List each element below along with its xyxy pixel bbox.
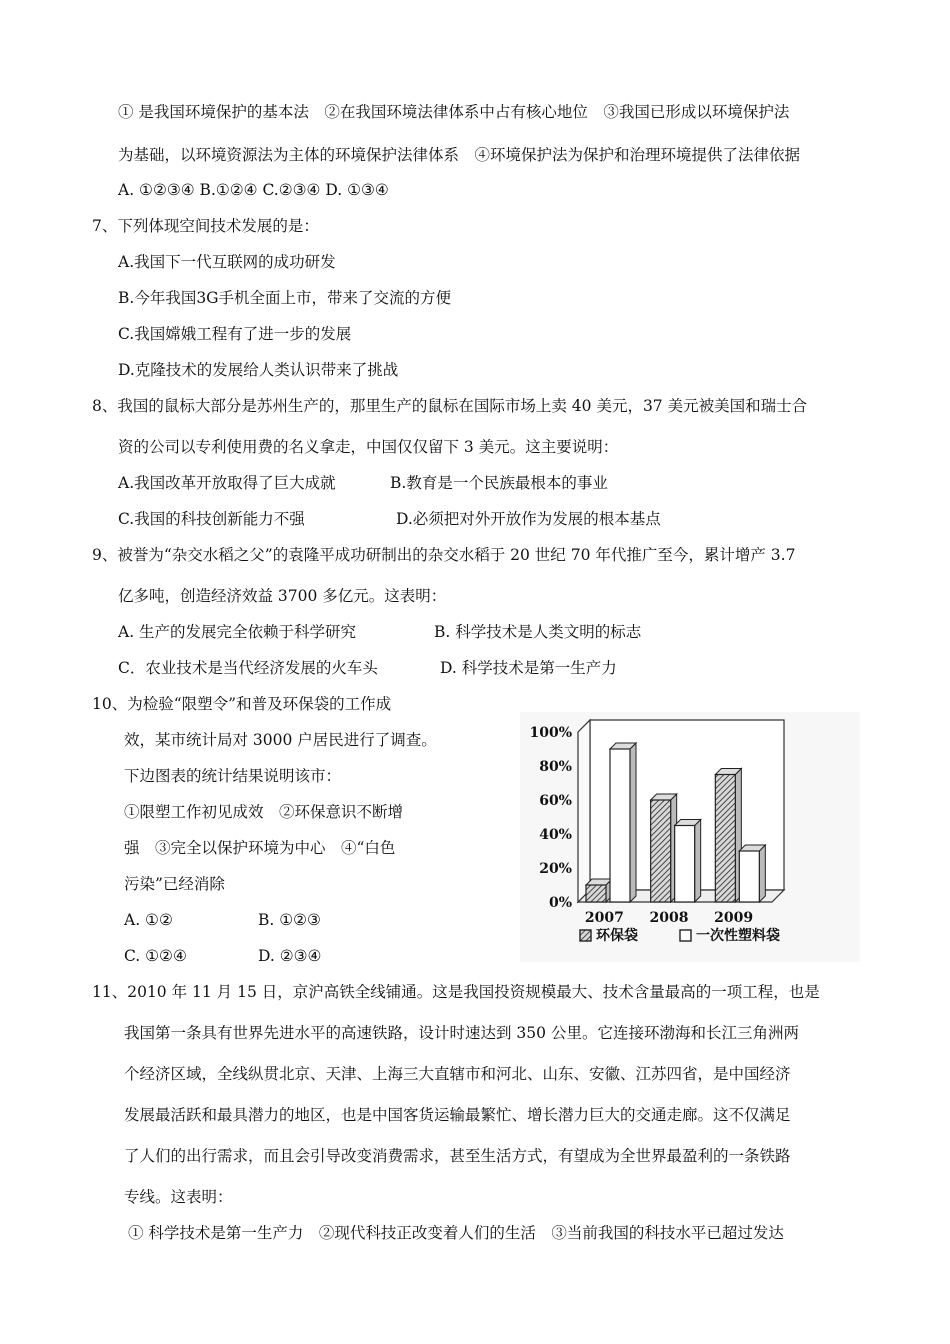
y-tick-label: 100%: [529, 725, 572, 741]
bar-side: [695, 820, 701, 903]
q6-statement-line-2: 为基础，以环境资源法为主体的环境保护法律体系 ④环境保护法为保护和治理环境提供了法律依据: [118, 146, 801, 164]
q10-option-a: A. ①②: [124, 911, 173, 929]
chart-side-wall: [578, 720, 590, 902]
x-tick-label: 2008: [649, 910, 689, 926]
x-tick-label: 2009: [714, 910, 754, 926]
bar-2008-series-0: [651, 800, 671, 902]
q11-line-2: 我国第一条具有世界先进水平的高速铁路，设计时速达到 350 公里。它连接环渤海和长江三角洲两: [124, 1024, 799, 1042]
q7-option-b: B.今年我国3G手机全面上市，带来了交流的方便: [118, 289, 452, 307]
chart-legend: [580, 927, 780, 944]
q10-stem-line-1: 10、为检验“限塑令”和普及环保袋的工作成: [92, 695, 392, 713]
y-tick-label: 60%: [539, 793, 572, 809]
q10-stem-line-2: 效，某市统计局对 3000 户居民进行了调查。: [124, 731, 437, 749]
q8-option-b: B.教育是一个民族最根本的事业: [390, 474, 608, 492]
bar-2007-series-0: [586, 885, 606, 902]
q11-line-5: 了人们的出行需求，而且会引导改变消费需求，甚至生活方式，有望成为全世界最盈利的一条铁路: [124, 1147, 791, 1165]
q8-option-c: C.我国的科技创新能力不强: [118, 510, 305, 528]
q8-option-a: A.我国改革开放取得了巨大成就: [118, 474, 336, 492]
q11-line-4: 发展最活跃和最具潜力的地区，也是中国客货运输最繁忙、增长潜力巨大的交通走廊。这不仅满足: [124, 1106, 791, 1124]
q7-stem: 7、下列体现空间技术发展的是：: [92, 217, 319, 235]
q11-line-3: 个经济区域，全线纵贯北京、天津、上海三大直辖市和河北、山东、安徽、江苏四省，是中国经济: [124, 1065, 791, 1083]
legend-label: 环保袋: [596, 928, 638, 944]
bar-side: [759, 845, 765, 902]
q10-option-d: D. ②③④: [258, 947, 322, 965]
q9-option-a: A. 生产的发展完全依赖于科学研究: [118, 623, 357, 641]
q10-stem-line-3: 下边图表的统计结果说明该市：: [124, 767, 342, 785]
bar-2009-series-1: [739, 851, 759, 902]
q10-items-line-3: 污染”已经消除: [124, 875, 225, 893]
q10-items-line-2: 强 ③完全以保护环境为中心 ④“白色: [124, 839, 396, 857]
q11-line-1: 11、2010 年 11 月 15 日，京沪高铁全线铺通。这是我国投资规模最大、技术含量最高的一项工程，也是: [92, 983, 820, 1001]
q10-items-line-1: ①限塑工作初见成效 ②环保意识不断增: [124, 803, 404, 821]
q9-stem-line-2: 亿多吨，创造经济效益 3700 多亿元。这表明：: [118, 587, 447, 605]
bar-2007-series-1: [610, 749, 630, 902]
q11-line-7: ① 科学技术是第一生产力 ②现代科技正改变着人们的生活 ③当前我国的科技水平已超过发达: [128, 1224, 784, 1242]
q10-bar-chart: [520, 712, 860, 962]
legend-label: 一次性塑料袋: [696, 928, 780, 944]
chart-x-ticks: [585, 910, 753, 926]
q6-options: A. ①②③④ B.①②④ C.②③④ D. ①③④: [118, 181, 389, 199]
q11-line-6: 专线。这表明：: [124, 1188, 233, 1206]
bar-side: [630, 743, 636, 902]
q8-option-d: D.必须把对外开放作为发展的根本基点: [396, 510, 661, 528]
q7-option-d: D.克隆技术的发展给人类认识带来了挑战: [118, 361, 399, 379]
y-tick-label: 80%: [539, 759, 572, 775]
y-tick-label: 0%: [548, 895, 572, 911]
q7-option-c: C.我国嫦娥工程有了进一步的发展: [118, 325, 352, 343]
q8-stem-line-1: 8、我国的鼠标大部分是苏州生产的，那里生产的鼠标在国际市场上卖 40 美元，37 美元被美国和瑞士合: [92, 397, 808, 415]
q9-option-b: B. 科学技术是人类文明的标志: [434, 623, 642, 641]
q6-statement-line-1: ① 是我国环境保护的基本法 ②在我国环境法律体系中占有核心地位 ③我国已形成以环境保护法: [118, 103, 790, 121]
q9-stem-line-1: 9、被誉为“杂交水稻之父”的袁隆平成功研制出的杂交水稻于 20 世纪 70 年代推广至今，累计增产 3.7: [92, 546, 796, 564]
legend-swatch: [680, 930, 691, 941]
bar-2009-series-0: [715, 775, 735, 903]
q10-option-c: C. ①②④: [124, 947, 187, 965]
y-tick-label: 40%: [539, 827, 572, 843]
q9-option-c: C．农业技术是当代经济发展的火车头: [118, 659, 378, 677]
x-tick-label: 2007: [584, 910, 624, 926]
legend-swatch: [580, 930, 591, 941]
y-tick-label: 20%: [539, 861, 572, 877]
bar-2008-series-1: [675, 826, 695, 903]
q9-option-d: D. 科学技术是第一生产力: [440, 659, 617, 677]
q7-option-a: A.我国下一代互联网的成功研发: [118, 253, 336, 271]
q8-stem-line-2: 资的公司以专利使用费的名义拿走，中国仅仅留下 3 美元。这主要说明：: [118, 438, 619, 456]
q10-option-b: B. ①②③: [258, 911, 321, 929]
